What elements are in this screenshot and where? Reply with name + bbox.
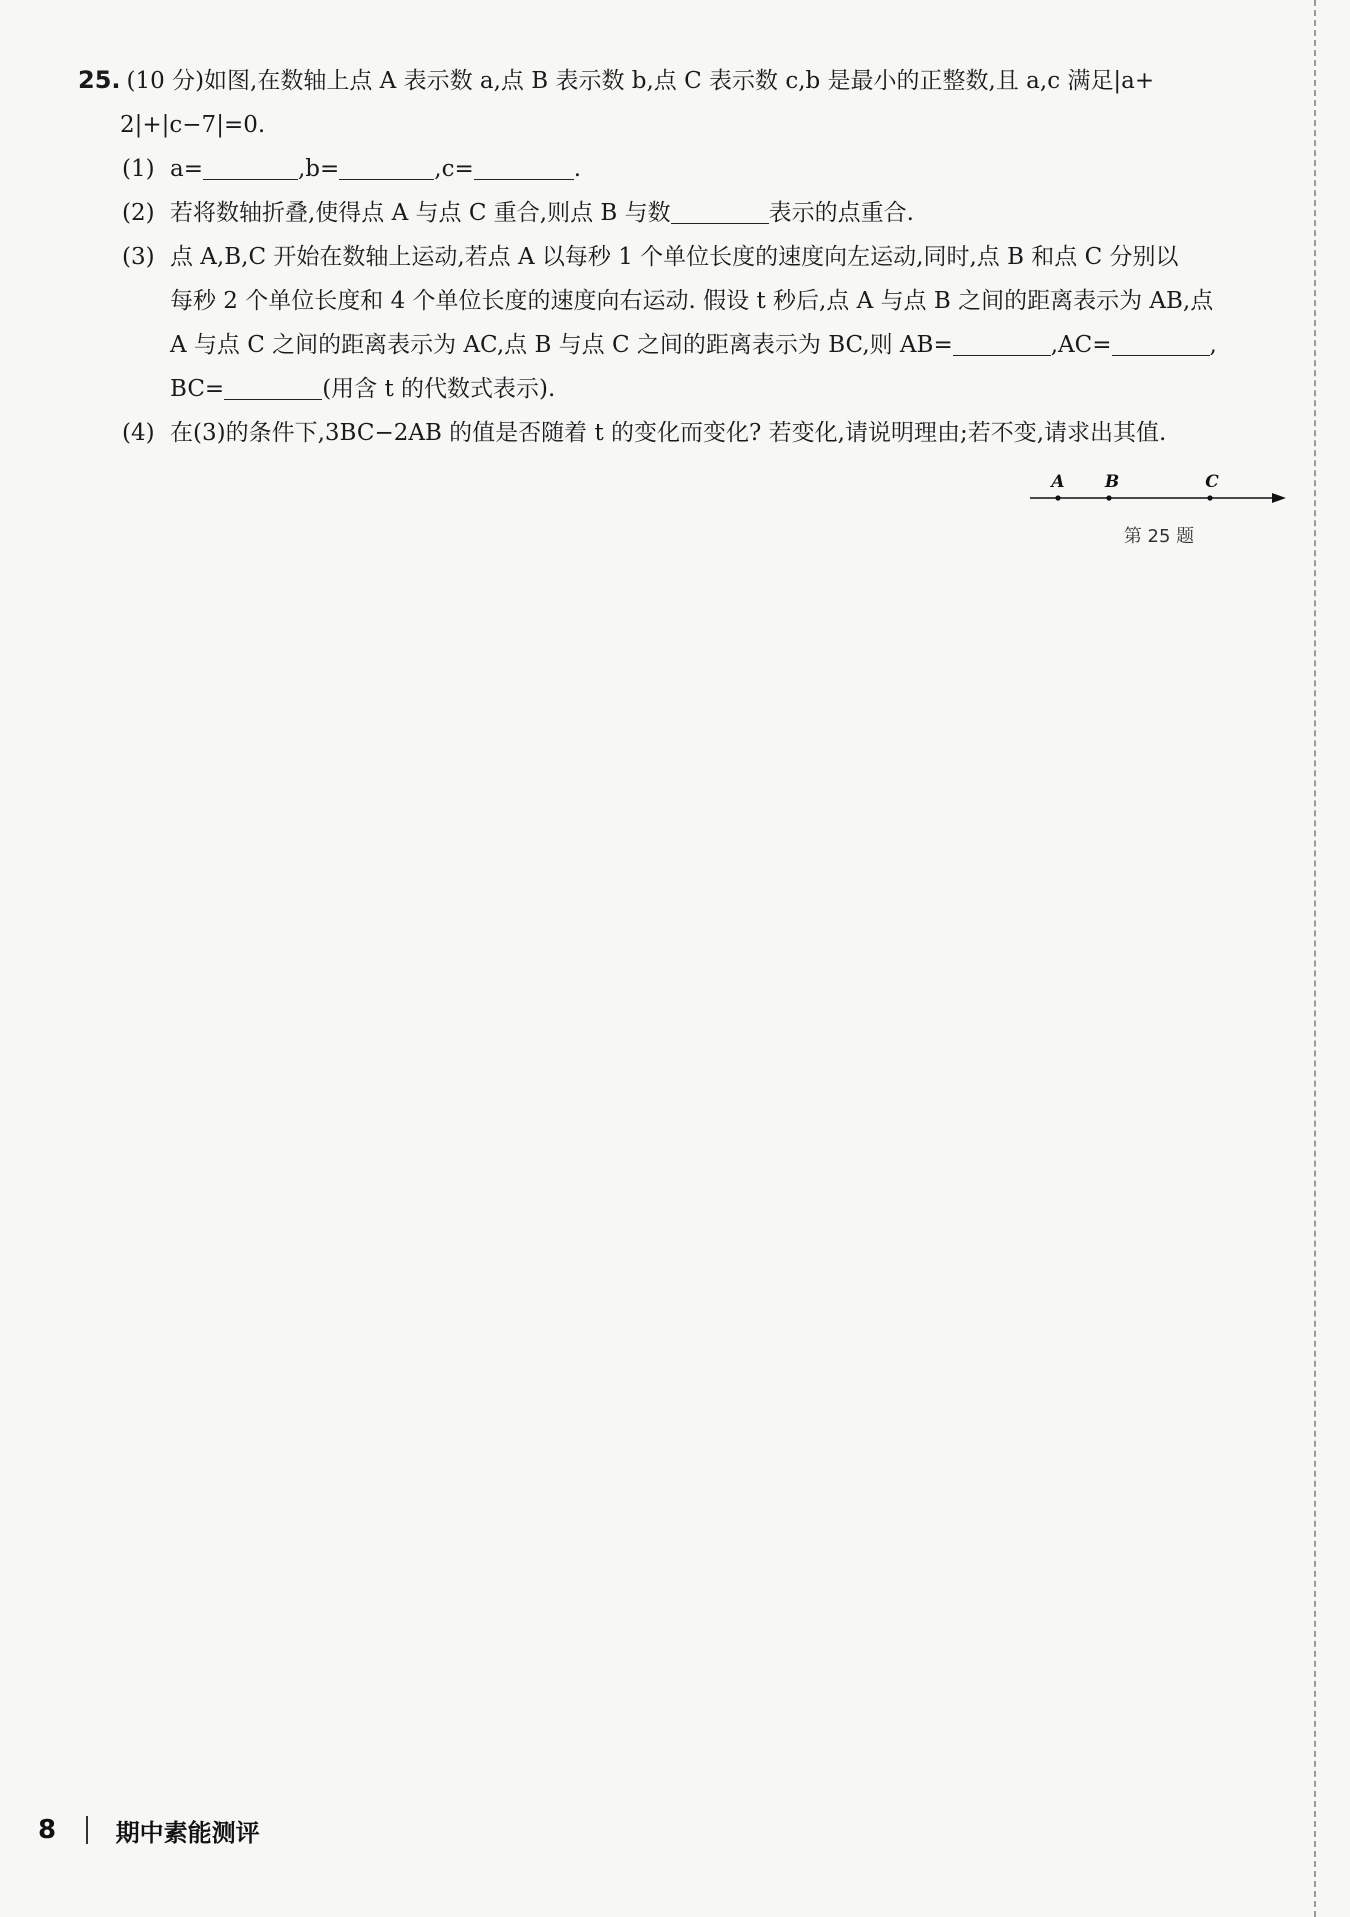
answer-blank-fold-number[interactable]	[671, 197, 769, 224]
part-3-line-4-a: BC=	[170, 376, 225, 402]
point-c-dot	[1207, 495, 1212, 500]
part-1-text-b: ,b=	[297, 156, 340, 182]
part-1	[78, 147, 1290, 191]
part-3-line-2: 每秒 2 个单位长度和 4 个单位长度的速度向右运动. 假设 t 秒后,点 A 与点 B 之间的距离表示为 AB,点	[170, 288, 1214, 314]
answer-blank-a[interactable]	[203, 153, 298, 180]
part-1-text-a: a=	[170, 156, 203, 182]
part-3-line-4-b: (用含 t 的代数式表示).	[322, 376, 556, 402]
part-4-text: 在(3)的条件下,3BC−2AB 的值是否随着 t 的变化而变化? 若变化,请说明理由;若不变,请求出其值.	[170, 420, 1167, 446]
part-2	[78, 191, 1290, 235]
part-1-text-end: .	[573, 156, 582, 182]
part-2-label: (2)	[122, 200, 155, 226]
point-a-label: A	[1051, 472, 1065, 492]
figure-caption: 第 25 题	[1123, 526, 1195, 547]
part-3-line-3-a: A 与点 C 之间的距离表示为 AC,点 B 与点 C 之间的距离表示为 BC,则 AB=	[170, 332, 953, 358]
answer-blank-ab[interactable]	[953, 329, 1051, 356]
point-b-label: B	[1104, 472, 1120, 492]
number-line-arrow	[1272, 493, 1286, 503]
part-2-text-b: 表示的点重合.	[768, 200, 914, 226]
part-3-line-3-b: ,AC=	[1050, 332, 1112, 358]
page-number: 8	[38, 1815, 57, 1845]
part-2-text-a: 若将数轴折叠,使得点 A 与点 C 重合,则点 B 与数	[170, 200, 671, 226]
number-line-figure	[1028, 470, 1290, 550]
part-3-label: (3)	[122, 244, 155, 270]
part-3-line-3-c: ,	[1209, 332, 1217, 358]
part-1-text-c: ,c=	[434, 156, 474, 182]
footer-title: 期中素能测评	[115, 1818, 260, 1847]
number-line-diagram	[1028, 470, 1290, 520]
answer-blank-b[interactable]	[339, 153, 434, 180]
part-1-label: (1)	[122, 156, 155, 182]
answer-blank-c[interactable]	[474, 153, 574, 180]
footer-divider	[86, 1816, 88, 1844]
answer-blank-bc[interactable]	[224, 373, 322, 400]
part-4-label: (4)	[122, 420, 155, 446]
binding-margin-line	[1314, 0, 1316, 1917]
part-3	[78, 235, 1290, 411]
point-c-label: C	[1205, 472, 1219, 492]
question-25	[78, 58, 1290, 455]
point-b-dot	[1106, 495, 1111, 500]
question-stem	[78, 58, 1290, 147]
part-4	[78, 411, 1290, 455]
question-stem-line-1: (10 分)如图,在数轴上点 A 表示数 a,点 B 表示数 b,点 C 表示数 c,b 是最小的正整数,且 a,c 满足|a+	[126, 68, 1155, 94]
part-3-line-1: 点 A,B,C 开始在数轴上运动,若点 A 以每秒 1 个单位长度的速度向左运动,同时,点 B 和点 C 分别以	[170, 244, 1179, 270]
point-a-dot	[1055, 495, 1060, 500]
question-number: 25.	[78, 66, 121, 94]
question-stem-line-2: 2|+|c−7|=0.	[120, 112, 266, 138]
page-footer	[38, 1810, 260, 1850]
answer-blank-ac[interactable]	[1112, 329, 1210, 356]
